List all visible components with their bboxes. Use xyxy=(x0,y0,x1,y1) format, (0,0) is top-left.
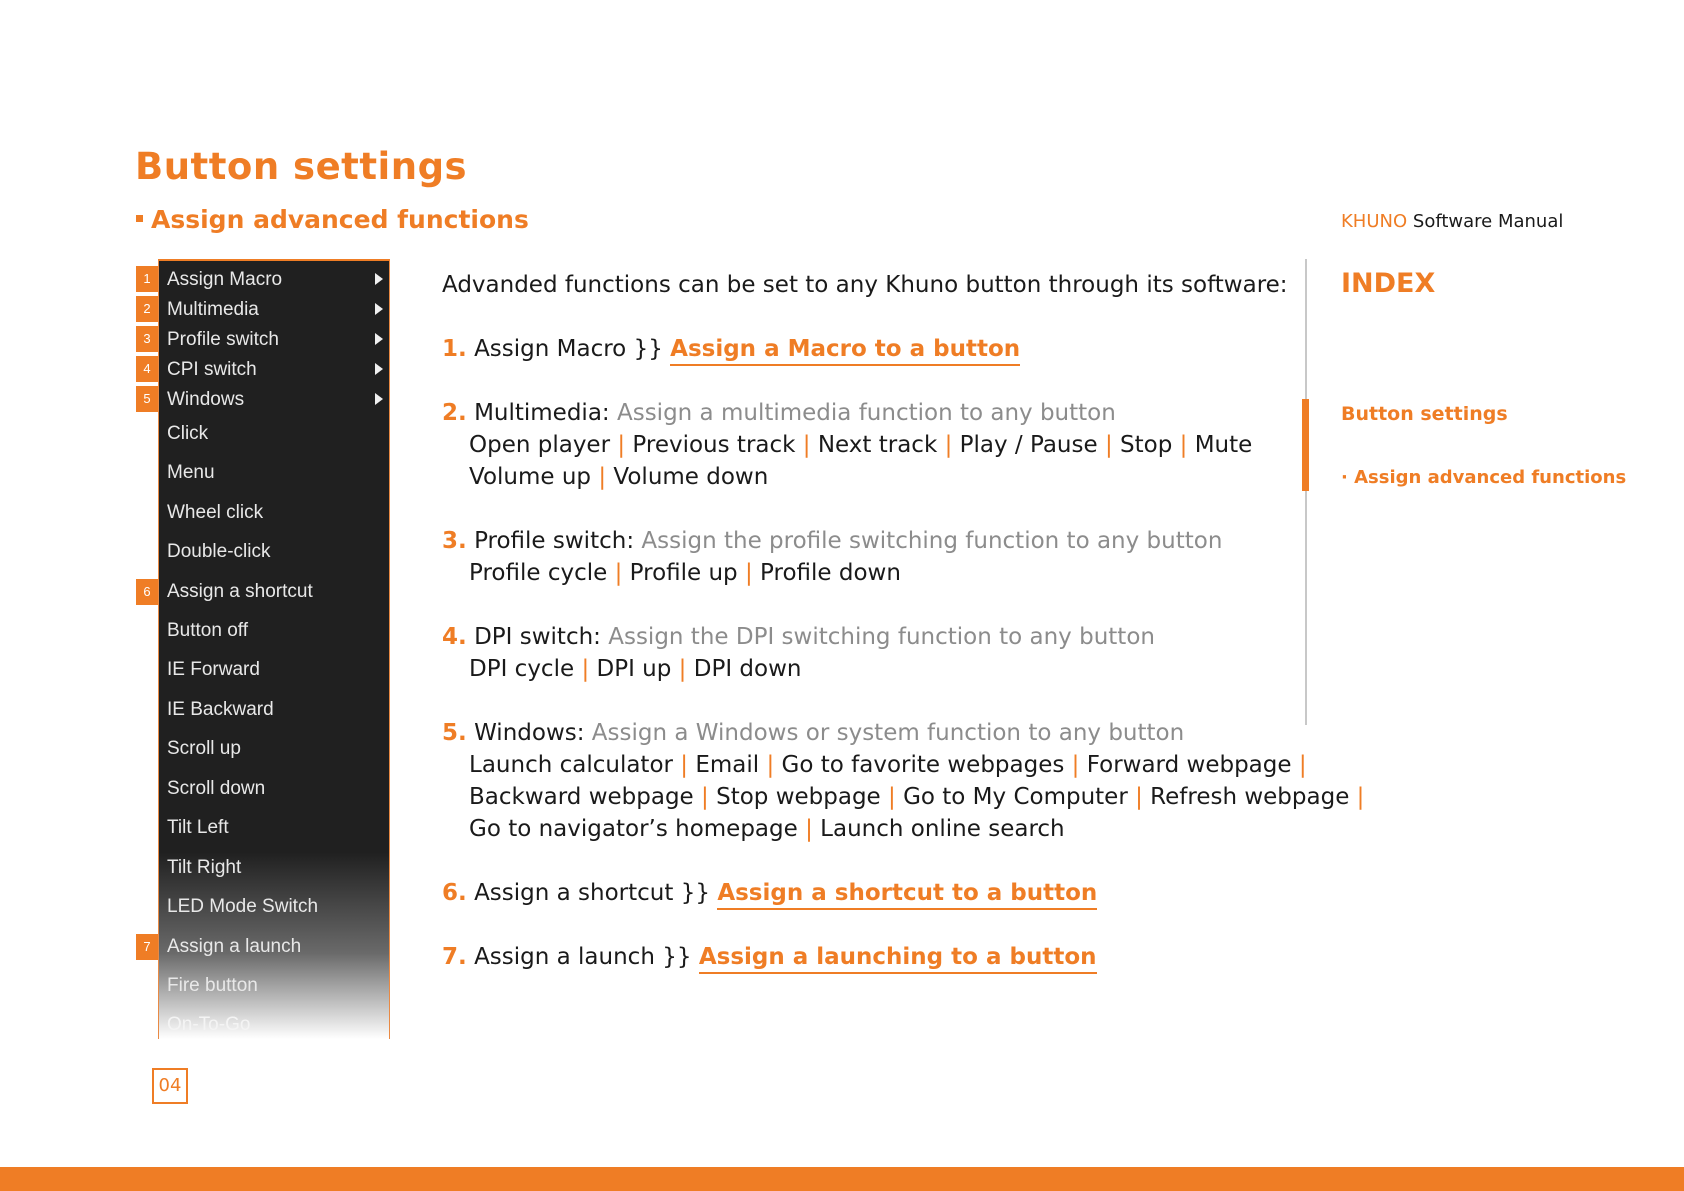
index-title: INDEX xyxy=(1341,268,1436,299)
separator: | xyxy=(617,432,626,458)
option: Launch online search xyxy=(820,816,1065,842)
item-label: Multimedia: xyxy=(474,400,610,426)
option: Play / Pause xyxy=(959,432,1098,458)
index-item-assign-advanced[interactable]: · Assign advanced functions xyxy=(1341,467,1627,488)
option: DPI up xyxy=(596,656,672,682)
menu-item-on-to-go[interactable]: On-To-Go xyxy=(167,1014,251,1035)
badge-4: 4 xyxy=(136,356,158,382)
brand-name: KHUNO xyxy=(1341,211,1408,232)
section-subtitle xyxy=(136,205,529,234)
item-4 xyxy=(442,624,1155,650)
item-5-options xyxy=(469,752,1307,778)
option: Profile cycle xyxy=(469,560,608,586)
menu-item-wheel-click[interactable]: Wheel click xyxy=(167,502,264,523)
bullet-square-icon xyxy=(136,215,143,222)
separator: | xyxy=(744,560,753,586)
badge-3: 3 xyxy=(136,326,158,352)
separator: | xyxy=(1298,752,1307,778)
option: Refresh webpage xyxy=(1150,784,1350,810)
separator: | xyxy=(1104,432,1113,458)
badge-5: 5 xyxy=(136,386,158,412)
link-assign-macro[interactable]: Assign a Macro to a button xyxy=(670,336,1020,366)
menu-item-windows[interactable]: Windows xyxy=(167,389,245,410)
option: Launch calculator xyxy=(469,752,673,778)
item-arrow: }} xyxy=(662,944,692,970)
item-number: 3. xyxy=(442,528,467,554)
option: Next track xyxy=(817,432,938,458)
separator: | xyxy=(944,432,953,458)
intro-text: Advanded functions can be set to any Khuno button through its software: xyxy=(442,272,1288,298)
separator: | xyxy=(1135,784,1143,810)
menu-item-menu[interactable]: Menu xyxy=(167,462,215,483)
item-number: 6. xyxy=(442,880,467,906)
option: Forward webpage xyxy=(1086,752,1292,778)
index-item-button-settings[interactable]: Button settings xyxy=(1341,403,1508,425)
link-assign-shortcut[interactable]: Assign a shortcut to a button xyxy=(717,880,1097,910)
separator: | xyxy=(614,560,623,586)
item-5 xyxy=(442,720,1184,746)
item-label: DPI switch: xyxy=(474,624,601,650)
item-6 xyxy=(442,880,1097,906)
menu-item-scroll-down[interactable]: Scroll down xyxy=(167,778,266,799)
separator: | xyxy=(802,432,811,458)
separator: | xyxy=(701,784,709,810)
option: Volume up xyxy=(469,464,592,490)
option: Stop webpage xyxy=(716,784,881,810)
option: Go to favorite webpages xyxy=(781,752,1065,778)
option: Volume down xyxy=(613,464,769,490)
option: Profile down xyxy=(760,560,901,586)
badge-1: 1 xyxy=(136,266,158,292)
item-number: 5. xyxy=(442,720,467,746)
menu-item-led-mode-switch[interactable]: LED Mode Switch xyxy=(167,896,319,917)
sidebar-active-marker xyxy=(1302,399,1309,491)
item-label: Profile switch: xyxy=(474,528,635,554)
submenu-arrow-icon xyxy=(375,333,383,345)
menu-item-assign-macro[interactable]: Assign Macro xyxy=(167,269,283,290)
separator: | xyxy=(1356,784,1365,810)
menu-item-fire-button[interactable]: Fire button xyxy=(167,975,258,996)
item-3-options xyxy=(469,560,901,586)
option: Previous track xyxy=(632,432,796,458)
submenu-arrow-icon xyxy=(375,273,383,285)
separator: | xyxy=(581,656,590,682)
menu-item-ie-forward[interactable]: IE Forward xyxy=(167,659,260,680)
menu-item-assign-launch[interactable]: Assign a launch xyxy=(167,936,302,957)
separator: | xyxy=(678,656,687,682)
menu-item-profile-switch[interactable]: Profile switch xyxy=(167,329,279,350)
item-7 xyxy=(442,944,1097,970)
badge-7: 7 xyxy=(136,934,158,960)
option: Go to My Computer xyxy=(903,784,1128,810)
item-label: Assign a shortcut xyxy=(474,880,674,906)
page-title: Button settings xyxy=(135,145,468,188)
item-arrow: }} xyxy=(633,336,663,362)
menu-item-double-click[interactable]: Double-click xyxy=(167,541,271,562)
separator: | xyxy=(766,752,775,778)
menu-item-scroll-up[interactable]: Scroll up xyxy=(167,738,241,759)
badge-6: 6 xyxy=(136,579,158,605)
option: Mute xyxy=(1194,432,1253,458)
item-3 xyxy=(442,528,1222,554)
menu-item-button-off[interactable]: Button off xyxy=(167,620,248,641)
option: Open player xyxy=(469,432,611,458)
separator: | xyxy=(888,784,896,810)
option: Profile up xyxy=(629,560,738,586)
option: Backward webpage xyxy=(469,784,694,810)
item-2 xyxy=(442,400,1116,426)
item-label: Assign a launch xyxy=(474,944,655,970)
separator: | xyxy=(805,816,813,842)
item-label: Windows: xyxy=(474,720,585,746)
item-description: Assign the DPI switching function to any button xyxy=(608,624,1155,650)
menu-item-cpi-switch[interactable]: CPI switch xyxy=(167,359,257,380)
context-menu xyxy=(158,259,390,1039)
item-2-options xyxy=(469,432,1252,458)
item-arrow: }} xyxy=(680,880,710,906)
menu-item-multimedia[interactable]: Multimedia xyxy=(167,299,259,320)
manual-label: Software Manual xyxy=(1412,211,1564,232)
item-4-options xyxy=(469,656,801,682)
option: DPI down xyxy=(693,656,802,682)
page-number: 04 xyxy=(152,1068,188,1104)
item-number: 7. xyxy=(442,944,467,970)
separator: | xyxy=(1071,752,1080,778)
subtitle-text: Assign advanced functions xyxy=(151,205,529,234)
option: DPI cycle xyxy=(469,656,575,682)
item-2-options-2 xyxy=(469,464,768,490)
separator: | xyxy=(680,752,689,778)
item-5-options-2 xyxy=(469,784,1364,810)
submenu-arrow-icon xyxy=(375,303,383,315)
link-assign-launch[interactable]: Assign a launching to a button xyxy=(699,944,1097,974)
item-number: 2. xyxy=(442,400,467,426)
footer-bar xyxy=(0,1167,1684,1191)
menu-item-ie-backward[interactable]: IE Backward xyxy=(167,699,274,720)
submenu-arrow-icon xyxy=(375,363,383,375)
item-description: Assign the profile switching function to any button xyxy=(641,528,1223,554)
menu-item-assign-shortcut[interactable]: Assign a shortcut xyxy=(167,581,313,602)
badge-2: 2 xyxy=(136,296,158,322)
item-1 xyxy=(442,336,1020,362)
brand-label xyxy=(1341,211,1563,232)
menu-item-tilt-left[interactable]: Tilt Left xyxy=(167,817,229,838)
submenu-arrow-icon xyxy=(375,393,383,405)
option: Email xyxy=(695,752,760,778)
separator: | xyxy=(1179,432,1188,458)
item-description: Assign a multimedia function to any button xyxy=(616,400,1116,426)
item-number: 1. xyxy=(442,336,467,362)
option: Stop xyxy=(1120,432,1173,458)
sidebar-divider xyxy=(1305,259,1307,725)
option: Go to navigator’s homepage xyxy=(469,816,798,842)
item-description: Assign a Windows or system function to any button xyxy=(591,720,1185,746)
separator: | xyxy=(598,464,607,490)
item-label: Assign Macro xyxy=(474,336,627,362)
item-5-options-3 xyxy=(469,816,1065,842)
item-number: 4. xyxy=(442,624,467,650)
menu-item-click[interactable]: Click xyxy=(167,423,209,444)
menu-item-tilt-right[interactable]: Tilt Right xyxy=(167,857,242,878)
